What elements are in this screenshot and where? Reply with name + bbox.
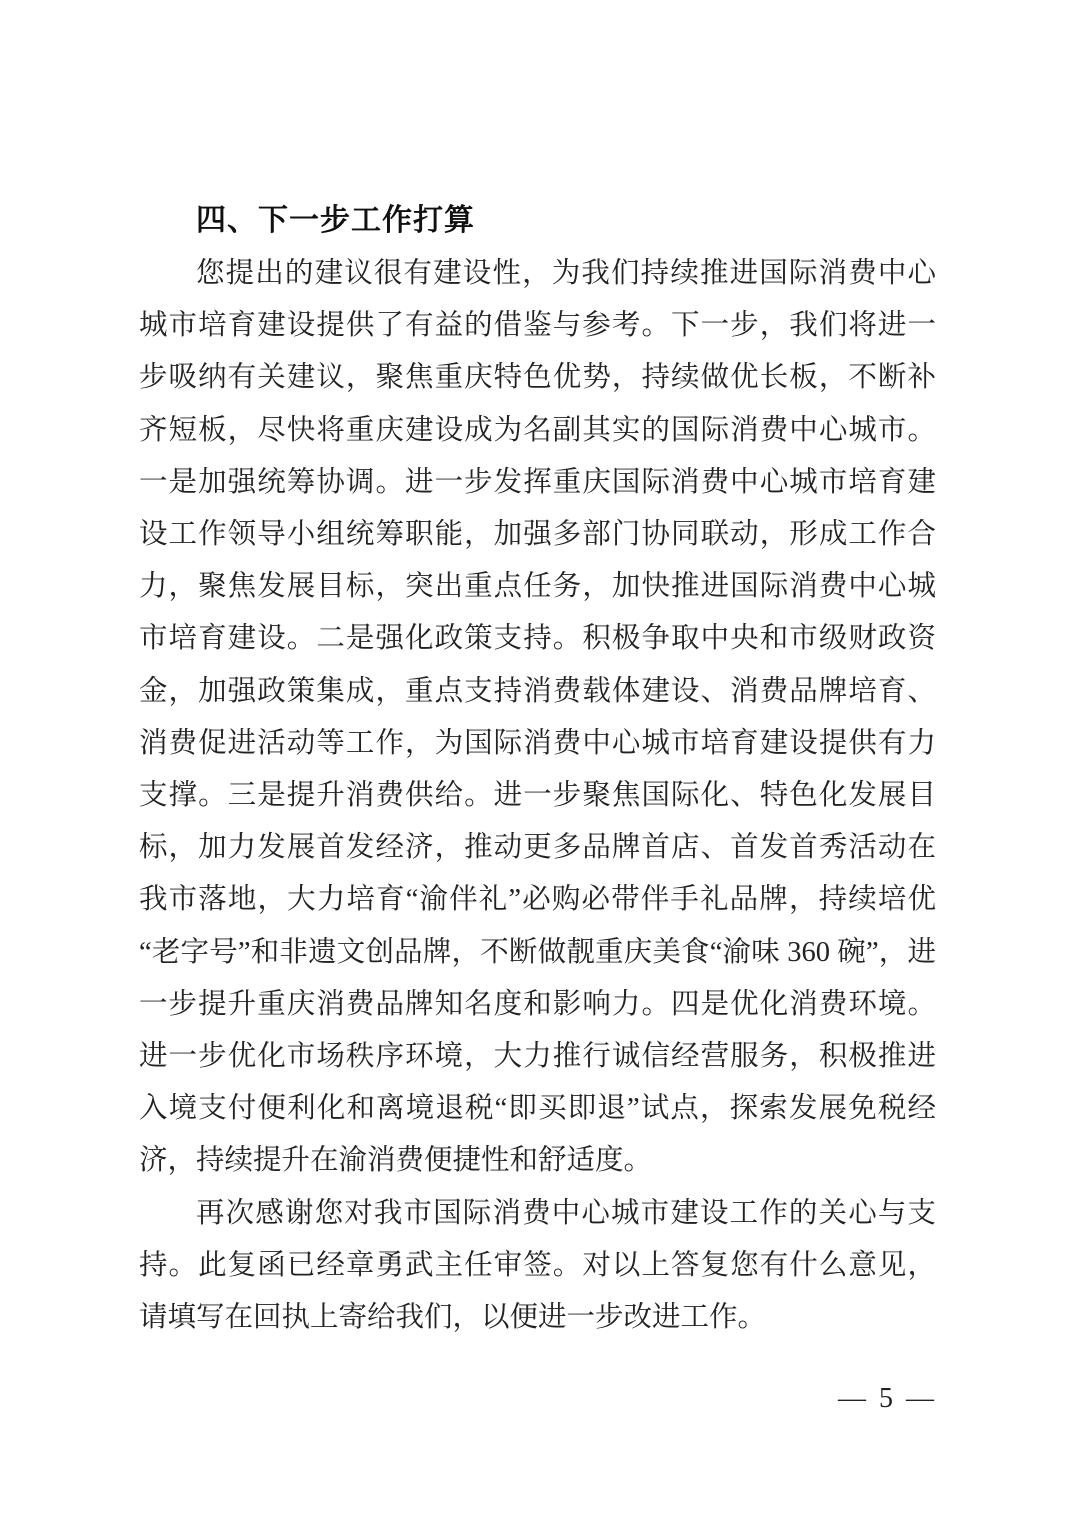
document-body	[139, 194, 936, 1344]
paragraph-closing-thanks: 再次感谢您对我市国际消费中心城市建设工作的关心与支持。此复函已经章勇武主任审签。对以上答复您有什么意见，请填写在回执上寄给我们，以便进一步改进工作。	[139, 1197, 936, 1334]
section-heading: 四、下一步工作打算	[196, 204, 475, 237]
paragraph-next-steps: 您提出的建议很有建设性，为我们持续推进国际消费中心城市培育建设提供了有益的借鉴与参考。下一步，我们将进一步吸纳有关建议，聚焦重庆特色优势，持续做优长板，不断补齐短板，尽快将重庆建设成为名副其实的国际消费中心城市。一是加强统筹协调。进一步发挥重庆国际消费中心城市培育建设工作领导小组统筹职能，加强多部门协同联动，形成工作合力，聚焦发展目标，突出重点任务，加快推进国际消费中心城市培育建设。二是强化政策支持。积极争取中央和市级财政资金，加强政策集成，重点支持消费载体建设、消费品牌培育、消费促进活动等工作，为国际消费中心城市培育建设提供有力支撑。三是提升消费供给。进一步聚焦国际化、特色化发展目标，加力发展首发经济，推动更多品牌首店、首发首秀活动在我市落地，大力培育“渝伴礼”必购必带伴手礼品牌，持续培优“老字号”和非遗文创品牌，不断做靓重庆美食“渝味 360 碗”，进一步提升重庆消费品牌知名度和影响力。四是优化消费环境。进一步优化市场秩序环境，大力推行诚信经营服务，积极推进入境支付便利化和离境退税“即买即退”试点，探索发展免税经济，持续提升在渝消费便捷性和舒适度。	[139, 258, 936, 1177]
page-number: — 5 —	[838, 1383, 937, 1414]
